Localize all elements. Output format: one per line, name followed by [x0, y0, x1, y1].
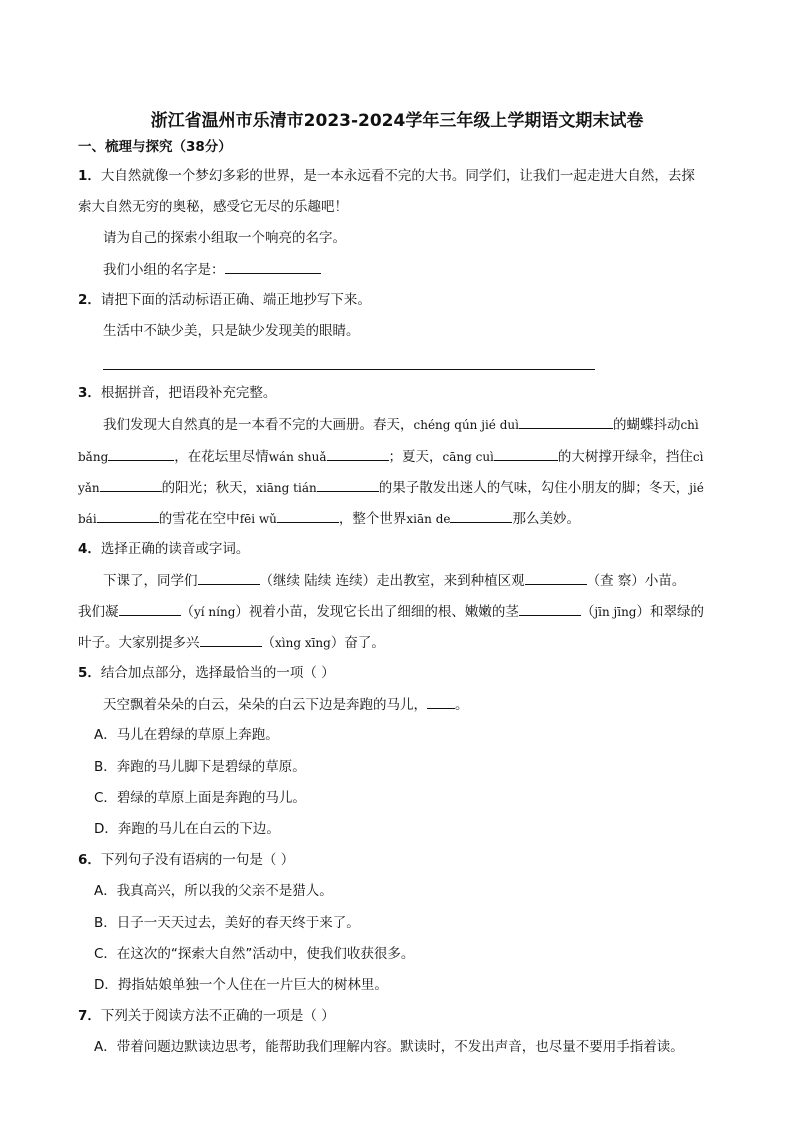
passage-text: 那么美妙。 — [512, 511, 580, 527]
answer-label: 我们小组的名字是： — [103, 262, 225, 278]
passage-text: （ — [580, 604, 595, 620]
answer-blank[interactable] — [525, 570, 587, 585]
passage-text: 的蝴蝶抖动 — [612, 417, 681, 433]
option-b[interactable]: B．奔跑的马儿脚下是碧绿的草原。 — [94, 759, 306, 775]
pinyin-blank[interactable] — [97, 508, 159, 523]
question-number: 6． — [78, 852, 101, 868]
question-number: 4． — [78, 541, 101, 557]
exam-title: 浙江省温州市乐清市2023-2024学年三年级上学期语文期末试卷 — [150, 111, 644, 131]
question-2-slogan: 生活中不缺少美，只是缺少发现美的眼睛。 — [103, 323, 360, 339]
passage-text: （ — [180, 604, 194, 620]
section-heading: 一、梳理与探究（38分） — [78, 139, 232, 155]
pinyin-blank[interactable] — [327, 446, 389, 461]
pinyin: xiān de — [406, 512, 451, 526]
question-text: 下列关于阅读方法不正确的一项是（ ） — [100, 1008, 335, 1024]
question-text: 下列句子没有语病的一句是（ ） — [100, 852, 295, 868]
question-text: 请把下面的活动标语正确、端正地抄写下来。 — [100, 292, 371, 308]
answer-blank[interactable] — [119, 601, 181, 616]
question-number: 5． — [78, 665, 101, 681]
pinyin: cì — [692, 450, 704, 464]
option-c[interactable]: C．在这次的“探索大自然”活动中，使我们收获很多。 — [94, 946, 415, 962]
question-4-line-3 — [78, 632, 385, 653]
question-text: 结合加点部分，选择最恰当的一项（ ） — [100, 665, 335, 681]
answer-blank[interactable] — [519, 601, 581, 616]
question-number: 7． — [78, 1008, 101, 1024]
passage-text: ）和翠绿的 — [636, 604, 704, 620]
pinyin-blank[interactable] — [450, 508, 512, 523]
question-4-line-2 — [78, 601, 704, 622]
passage-text: 叶子。大家别提多兴 — [78, 635, 200, 651]
answer-blank[interactable] — [427, 694, 455, 709]
option-a[interactable]: A．带着问题边默读边思考，能帮助我们理解内容。默读时，不发出声音，也尽量不要用手指着读。 — [94, 1039, 684, 1055]
answer-blank[interactable] — [198, 570, 260, 585]
question-1-answer-line — [103, 259, 321, 280]
pinyin-blank[interactable] — [519, 414, 613, 429]
pinyin: chì — [680, 418, 699, 432]
question-2 — [78, 290, 371, 310]
question-3 — [78, 383, 276, 403]
answer-blank[interactable] — [200, 632, 262, 647]
passage-text: ）奋了。 — [330, 635, 385, 651]
question-7 — [78, 1006, 335, 1026]
pinyin: xiāng tián — [256, 481, 317, 495]
passage-text: 的果子散发出迷人的气味，勾住小朋友的脚；冬天， — [378, 480, 690, 496]
question-4 — [78, 539, 249, 559]
option-d[interactable]: D．奔跑的马儿在白云的下边。 — [94, 821, 280, 837]
passage-text: ，在花坛里尽情 — [174, 449, 269, 465]
option-c[interactable]: C．碧绿的草原上面是奔跑的马儿。 — [94, 790, 306, 806]
option-a[interactable]: A．马儿在碧绿的草原上奔跑。 — [94, 727, 279, 743]
passage-text: 我们凝 — [78, 604, 119, 620]
pinyin: chéng qún jié duì — [413, 418, 519, 432]
pinyin-blank[interactable] — [494, 446, 558, 461]
passage-text: ）视着小苗，发现它长出了细细的根、嫩嫩的茎 — [235, 604, 519, 620]
passage-text: 。 — [455, 697, 469, 713]
pinyin: bái — [78, 512, 97, 526]
copy-answer-line[interactable] — [103, 369, 595, 370]
passage-text: 的阳光；秋天， — [161, 480, 257, 496]
passage-text: 我们发现大自然真的是一本看不完的大画册。春天， — [103, 417, 414, 433]
passage-text: ，整个世界 — [338, 511, 407, 527]
passage-text: 下课了，同学们 — [103, 573, 198, 589]
question-6 — [78, 850, 294, 870]
passage-text: 的大树撑开绿伞，挡住 — [557, 449, 693, 465]
question-3-line-3 — [78, 477, 704, 498]
passage-text: （ — [261, 635, 275, 651]
question-number: 3． — [78, 385, 101, 401]
question-text: 大自然就像一个梦幻多彩的世界，是一本永远看不完的大书。同学们，让我们一起走进大自然，去探 — [100, 168, 695, 184]
passage-text: （查 察）小苗。 — [586, 573, 686, 589]
pinyin: cāng cuì — [442, 450, 494, 464]
pinyin: wán shuǎ — [268, 450, 327, 464]
option-d[interactable]: D．拇指姑娘单独一个人住在一片巨大的树林里。 — [94, 977, 388, 993]
question-3-line-4 — [78, 508, 580, 529]
pinyin: jīn jīng — [594, 605, 637, 619]
pinyin: bǎng — [78, 450, 109, 464]
pinyin-blank[interactable] — [108, 446, 174, 461]
question-text: 根据拼音，把语段补充完整。 — [100, 385, 277, 401]
option-b[interactable]: B．日子一天天过去，美好的春天终于来了。 — [94, 915, 360, 931]
question-1-line-2: 索大自然无穷的奥秘，感受它无尽的乐趣吧！ — [78, 199, 348, 215]
question-5 — [78, 663, 335, 683]
pinyin: jié — [689, 481, 704, 495]
option-a[interactable]: A．我真高兴，所以我的父亲不是猎人。 — [94, 883, 333, 899]
question-3-line-2 — [78, 446, 703, 467]
question-number: 1． — [78, 168, 101, 184]
passage-text: （继续 陆续 连续）走出教室，来到种植区观 — [259, 573, 525, 589]
passage-text: 天空飘着朵朵的白云，朵朵的白云下边是奔跑的马儿， — [103, 697, 427, 713]
passage-text: ；夏天， — [388, 449, 443, 465]
question-1 — [78, 166, 695, 186]
question-number: 2． — [78, 292, 101, 308]
question-5-stem — [103, 694, 469, 715]
pinyin-blank[interactable] — [100, 477, 162, 492]
pinyin: yí níng — [194, 605, 236, 619]
answer-blank[interactable] — [225, 259, 321, 274]
question-text: 选择正确的读音或字词。 — [100, 541, 250, 557]
pinyin: yǎn — [78, 481, 100, 495]
passage-text: 的雪花在空中 — [158, 511, 240, 527]
pinyin: fēi wǔ — [239, 512, 277, 526]
pinyin-blank[interactable] — [317, 477, 379, 492]
question-4-line-1 — [103, 570, 685, 591]
pinyin-blank[interactable] — [277, 508, 339, 523]
pinyin: xìng xīng — [275, 636, 331, 650]
question-1-instruction: 请为自己的探索小组取一个响亮的名字。 — [103, 230, 346, 246]
question-3-line-1 — [103, 414, 699, 435]
